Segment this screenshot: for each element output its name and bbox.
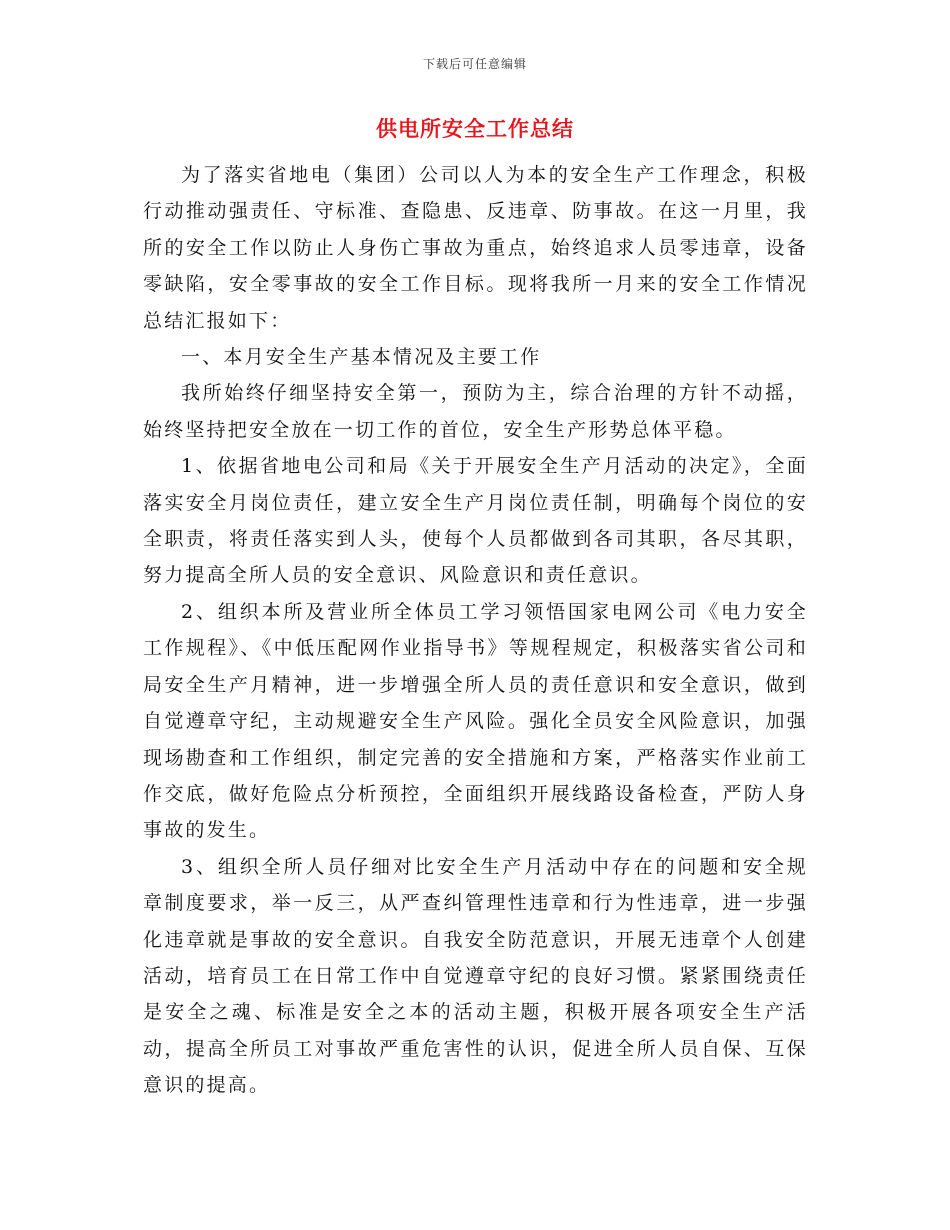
paragraph-item-3: 3、组织全所人员仔细对比安全生产月活动中存在的问题和安全规章制度要求，举一反三，从严查纠管理性违章和行为性违章，进一步强化违章就是事故的安全意识。自我安全防范意识，开展无违章个人创建活动，培育员工在日常工作中自觉遵章守纪的良好习惯。紧紧围绕责任是安全之魂、标准是安全之本的活动主题，积极开展各项安全生产活动，提高全所员工对事故严重危害性的认识，促进全所人员自保、互保意识的提高。 — [143, 855, 808, 1097]
section-heading: 一、本月安全生产基本情况及主要工作 — [181, 346, 542, 369]
paragraph-intro: 为了落实省地电（集团）公司以人为本的安全生产工作理念，积极行动推动强责任、守标准、查隐患、反违章、防事故。在这一月里，我所的安全工作以防止人身伤亡事故为重点，始终追求人员零违章，设备零缺陷，安全零事故的安全工作目标。现将我所一月来的安全工作情况总结汇报如下： — [143, 164, 808, 332]
document-title: 供电所安全工作总结 — [376, 116, 574, 141]
header-note: 下载后可任意编辑 — [422, 57, 527, 71]
document-body — [143, 157, 808, 1104]
paragraph-item-1: 1、依据省地电公司和局《关于开展安全生产月活动的决定》，全面落实安全月岗位责任，建立安全生产月岗位责任制，明确每个岗位的安全职责，将责任落实到人头，使每个人员都做到各司其职，各尽其职，努力提高全所人员的安全意识、风险意识和责任意识。 — [143, 455, 808, 587]
paragraph-item-2: 2、组织本所及营业所全体员工学习领悟国家电网公司《电力安全工作规程》、《中低压配网作业指导书》等规程规定，积极落实省公司和局安全生产月精神，进一步增强全所人员的责任意识和安全意识，做到自觉遵章守纪，主动规避安全生产风险。强化全员安全风险意识，加强现场勘查和工作组织，制定完善的安全措施和方案，严格落实作业前工作交底，做好危险点分析预控，全面组织开展线路设备检查，严防人身事故的发生。 — [143, 600, 808, 842]
paragraph-overview: 我所始终仔细坚持安全第一，预防为主，综合治理的方针不动摇，始终坚持把安全放在一切工作的首位，安全生产形势总体平稳。 — [143, 382, 808, 441]
